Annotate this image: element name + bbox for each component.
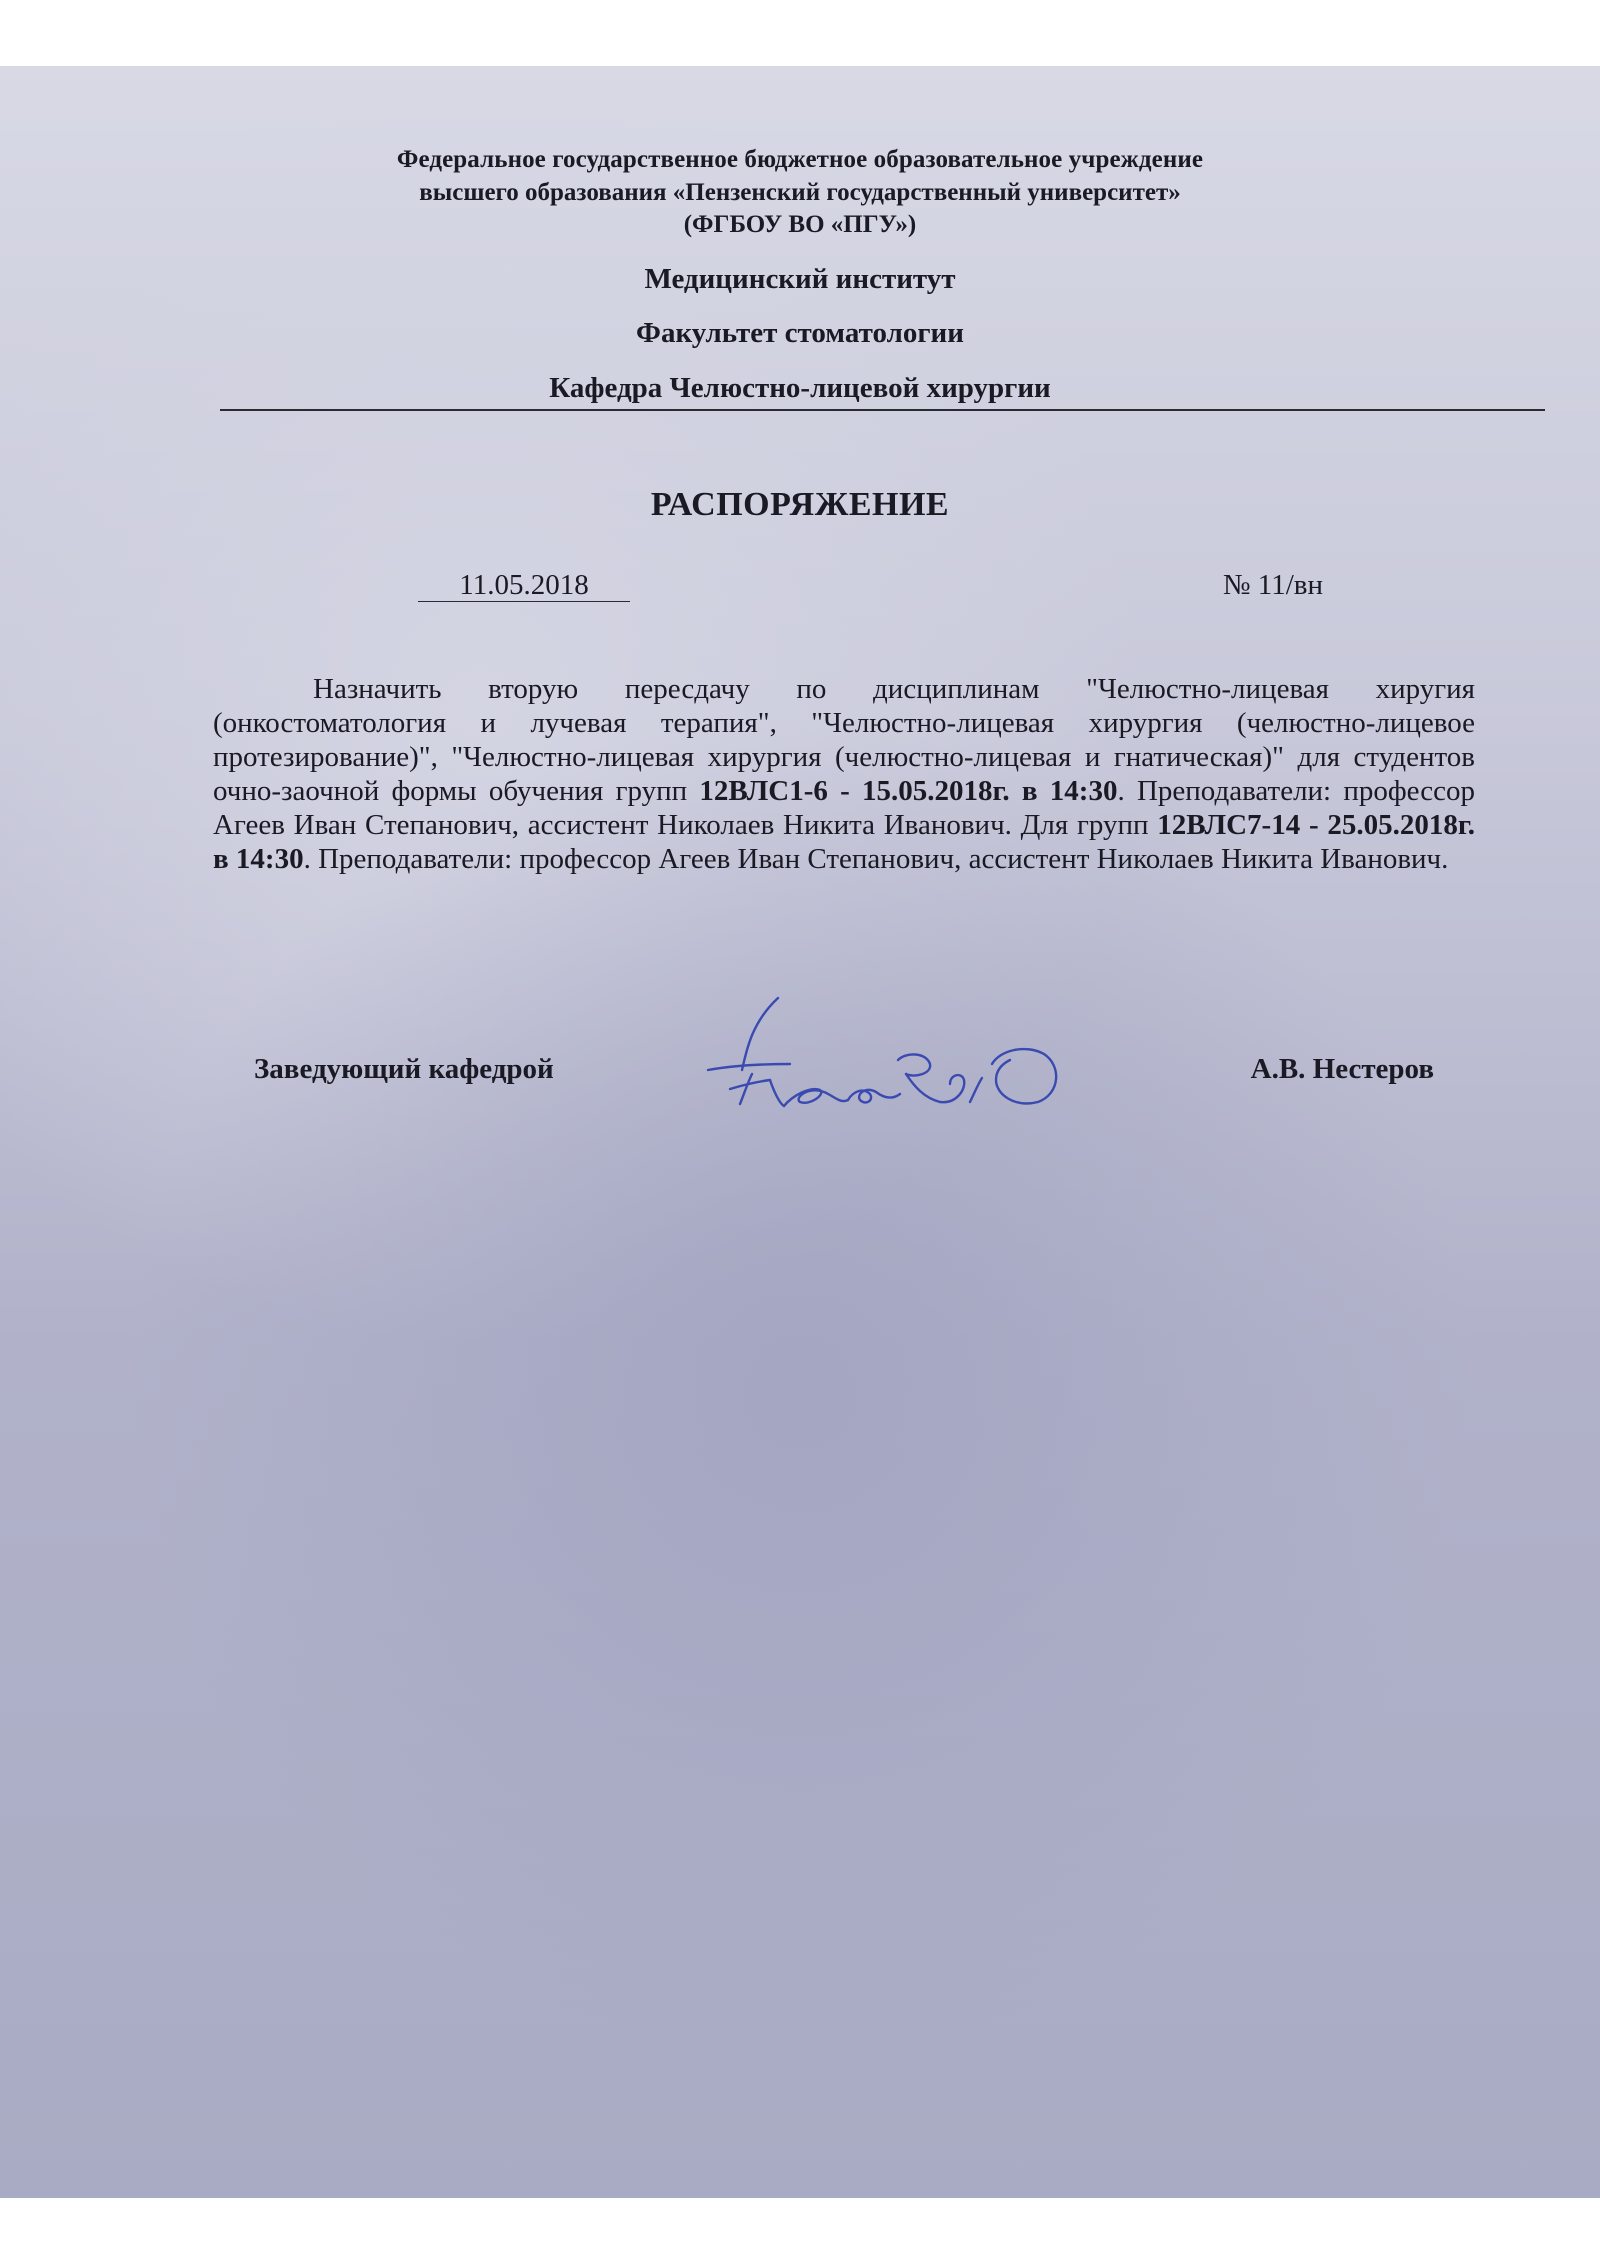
department-name: Кафедра Челюстно-лицевой хирургии (549, 372, 1051, 404)
faculty-name: Факультет стоматологии (636, 317, 964, 349)
document-page (0, 66, 1600, 2198)
signatory-name: А.В. Нестеров (1250, 1053, 1434, 1085)
signatory-role: Заведующий кафедрой (254, 1053, 554, 1085)
organization-name-line1: Федеральное государственное бюджетное образовательное учреждение (396, 146, 1204, 173)
body-text-part3: . Преподаватели: профессор Агеев Иван Степанович, ассистент Николаев Никита Иванович. (303, 843, 1449, 875)
organization-name-line2: высшего образования «Пензенский государственный университет» (419, 179, 1181, 206)
handwritten-signature (700, 994, 1080, 1124)
document-date: 11.05.2018 (418, 569, 630, 602)
header-divider (220, 409, 1545, 411)
body-text-part2: . Преподаватели: профессор Агеев Иван Степанович, ассистент Николаев Никита Иванович. Для групп (213, 775, 1476, 841)
body-text-part1: Назначить вторую пересдачу по дисциплинам "Челюстно-лицевая хиругия (онкостоматология и лучевая терапия", "Челюстно-лицевая хирургия (челюстно-лицевое протезирование)", "Челюстно-лицевая хирургия (челюстно-лицевая и гнатическая)" для студентов очно-заочной формы обучения групп (213, 673, 1475, 807)
group2-schedule: 12ВЛС7-14 - 25.05.2018г. в 14:30 (213, 809, 1475, 875)
document-number: № 11/вн (1222, 569, 1323, 601)
document-title: РАСПОРЯЖЕНИЕ (650, 486, 950, 523)
organization-abbreviation: (ФГБОУ ВО «ПГУ») (683, 211, 917, 238)
institute-name: Медицинский институт (644, 263, 956, 295)
order-body-paragraph (213, 672, 1475, 876)
group1-schedule: 12ВЛС1-6 - 15.05.2018г. в 14:30 (699, 775, 1118, 807)
